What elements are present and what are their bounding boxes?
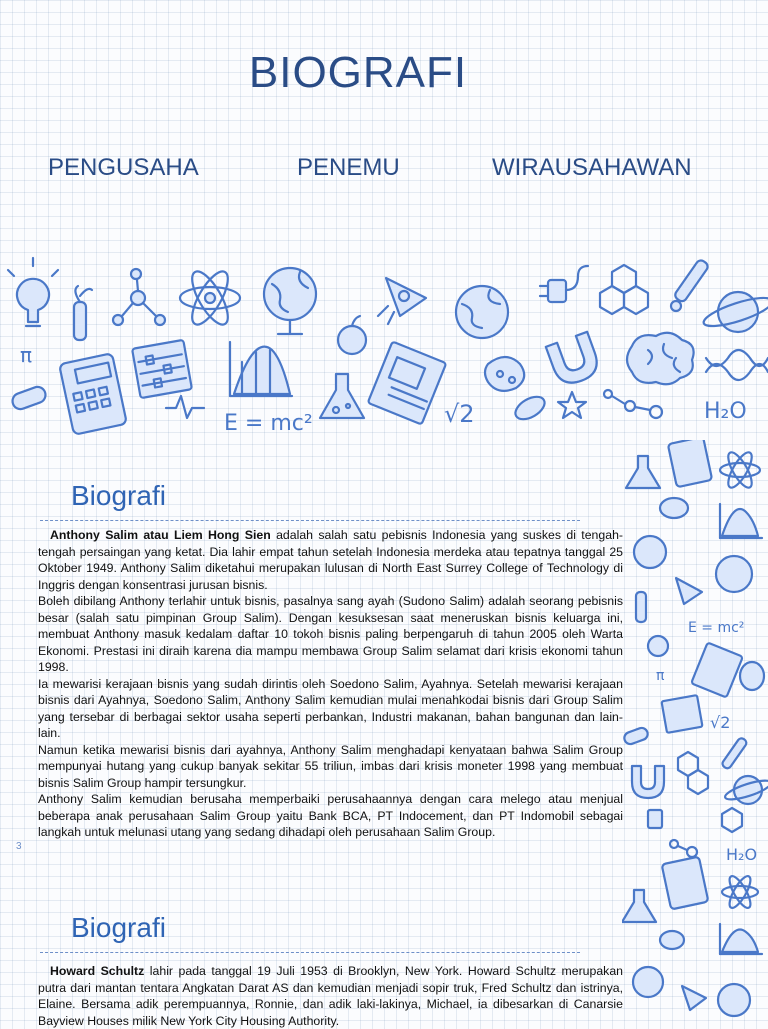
bacteria-icon-2: [740, 662, 764, 690]
planet-icon: [701, 292, 768, 332]
apple-icon: [648, 636, 668, 656]
subtitle-row: [0, 154, 768, 184]
bacteria-icon: [660, 498, 688, 518]
pi-symbol: π: [20, 343, 33, 367]
calculator-icon: [59, 353, 127, 435]
thermometer-tube-icon: [671, 259, 710, 311]
brain-icon: [627, 333, 694, 384]
lightbulb-icon: [8, 258, 58, 326]
bacteria-icon: [485, 357, 548, 424]
page-title: BIOGRAFI: [248, 48, 468, 97]
subtitle-pengusaha: PENGUSAHA: [48, 154, 199, 181]
science-doodles-side: [622, 440, 768, 1024]
star-icon: [558, 392, 586, 418]
pill-icon: [10, 385, 47, 412]
einstein-formula: E = mc²: [224, 411, 313, 436]
bio-lead-paragraph: [38, 527, 623, 593]
globe-icon-4: [718, 984, 750, 1016]
heartbeat-icon: [166, 396, 204, 418]
test-tube-icon: [636, 592, 646, 622]
graph-icon-2: [720, 924, 762, 954]
globe-icon-3: [633, 967, 663, 997]
sqrt-formula: √2: [444, 400, 475, 428]
molecule-small-icon: [604, 390, 662, 418]
bio-lead-paragraph: [38, 963, 623, 1029]
subtitle-wirausahawan: WIRAUSAHAWAN: [492, 154, 692, 181]
subtitle-penemu: PENEMU: [297, 154, 400, 181]
bio-paragraph: Anthony Salim kemudian berusaha memperbaiki perusahaannya dengan cara melego atau menjual beberapa anak perusahaan Salim Group yaitu Bank BCA, PT Indocement, dan PT Indomobil sebagai langkah untuk melunasi utang yang sedang dihadapi oleh perusahaan Salim Group.: [38, 792, 623, 839]
page-number: 3: [16, 841, 22, 852]
pill-icon: [623, 726, 650, 745]
abacus-icon: [661, 695, 702, 733]
test-tube-plant-icon: [74, 286, 92, 340]
bacteria-icon-3: [660, 931, 684, 949]
bio-paragraph: Namun ketika mewarisi bisnis dari ayahnya, Anthony Salim menghadapi kenyataan bahwa Salim Group mempunyai hutang yang cukup banyak sekitar 55 triliun, imbas dari krisis moneter 1998 yang membuat bisnis Salim Group hampir tersungkur.: [38, 742, 623, 790]
sqrt-formula-small: √2: [710, 713, 731, 732]
bio-text-anthony-salim: [38, 527, 623, 841]
hexagon-molecule-icon: [678, 752, 708, 794]
globe-icon-2: [716, 556, 752, 592]
section-title-2: Biografi: [71, 912, 166, 943]
graph-icon: [720, 504, 762, 538]
atom-icon: [720, 449, 760, 491]
graph-icon: [230, 342, 292, 396]
atom-icon-2: [722, 873, 758, 910]
electric-plug-icon: [540, 266, 588, 302]
dna-icon: [706, 350, 768, 380]
planet-icon: [723, 776, 768, 804]
calculator-icon-2: [662, 857, 709, 910]
apple-icon: [338, 316, 366, 354]
bio-paragraph: Boleh dibilang Anthony terlahir untuk bisnis, pasalnya sang ayah (Sudono Salim) adalah seorang pebisnis besar (salah satu pimpinan Group Salim). Dengan kesuksesan saat meneruskan bisnis keluarga ini, membuat Anthony masuk kedalam daftar 10 tokoh bisnis paling berpengaruh di tahun 2005 oleh Warta Ekonomi. Prestasi ini diraih karena dia mampu membawa Group Salim selamat dari krisis ekonomi tahun 1998.: [38, 594, 623, 674]
flask-icon: [320, 374, 364, 418]
flask-icon-2: [622, 890, 656, 922]
calculator-icon: [668, 440, 712, 487]
section-divider-1: [40, 520, 580, 521]
electric-plug-icon: [648, 810, 662, 828]
hexagon-molecule-icon: [600, 265, 648, 314]
atom-icon: [180, 267, 240, 330]
book-icon: [368, 342, 447, 425]
magnet-icon: [546, 332, 602, 388]
book-icon: [691, 642, 743, 697]
water-formula-small: H₂O: [726, 845, 758, 864]
bio-name: Howard Schultz: [50, 964, 145, 978]
science-doodles-banner: [0, 250, 768, 450]
bio-lead-text: lahir pada tanggal 19 Juli 1953 di Brooklyn, New York. Howard Schultz merupakan putra dari mantan tentara Angkatan Darat AS dan kemudian menjadi sopir truk, Fred Schultz dan istrinya, Elaine. Bersama adik perempuannya, Ronnie, dan adik laki-lakinya, Michael, ia dibesarkan di Canarsie Bayview Houses milik New York City Housing Authority.: [38, 964, 624, 1028]
pi-symbol-small: π: [656, 668, 665, 684]
rocket-icon: [378, 278, 426, 324]
bio-name: Anthony Salim atau Liem Hong Sien: [50, 528, 271, 542]
thermometer-tube-icon: [721, 737, 748, 770]
abacus-icon: [132, 340, 192, 398]
molecule-small-icon: [670, 840, 697, 857]
bio-lead-text: adalah salah satu pebisnis Indonesia yang suskes di tengah-tengah persaingan yang ketat. Dia lahir empat tahun setelah Indonesia merdeka atau tepatnya tanggal 25 Oktober 1949. Anthony Salim diketahui merupakan lulusan di North East Surrey College of Technology di Inggris dengan konsentrasi jurusan bisnis.: [38, 528, 623, 592]
globe-icon: [264, 268, 316, 334]
bio-paragraph: Ia mewarisi kerajaan bisnis yang sudah dirintis oleh Soedono Salim, Ayahnya. Setelah mewarisi kerajaan bisnis dari Ayahnya, Soedono Salim, Anthony Salim kemudian mulai menahkodai bisnis dari Group Salim yang tersebar di berbagai sektor usaha seperti perbankan, Industri makanan, bahan bangunan dan lain-lain.: [38, 676, 623, 740]
rocket-icon-2: [682, 986, 706, 1010]
bio-text-howard-schultz: [38, 963, 623, 1029]
globe-icon: [634, 536, 666, 568]
molecule-icon: [113, 269, 165, 325]
einstein-formula-small: E = mc²: [688, 620, 745, 636]
hexagon-icon: [722, 808, 742, 832]
flask-icon: [626, 456, 660, 488]
globe-icon-2: [456, 286, 508, 338]
section-divider-2: [40, 952, 580, 953]
water-formula: H₂O: [704, 399, 747, 424]
magnet-icon: [632, 766, 664, 798]
rocket-icon: [676, 578, 702, 604]
section-title-1: Biografi: [71, 480, 166, 511]
